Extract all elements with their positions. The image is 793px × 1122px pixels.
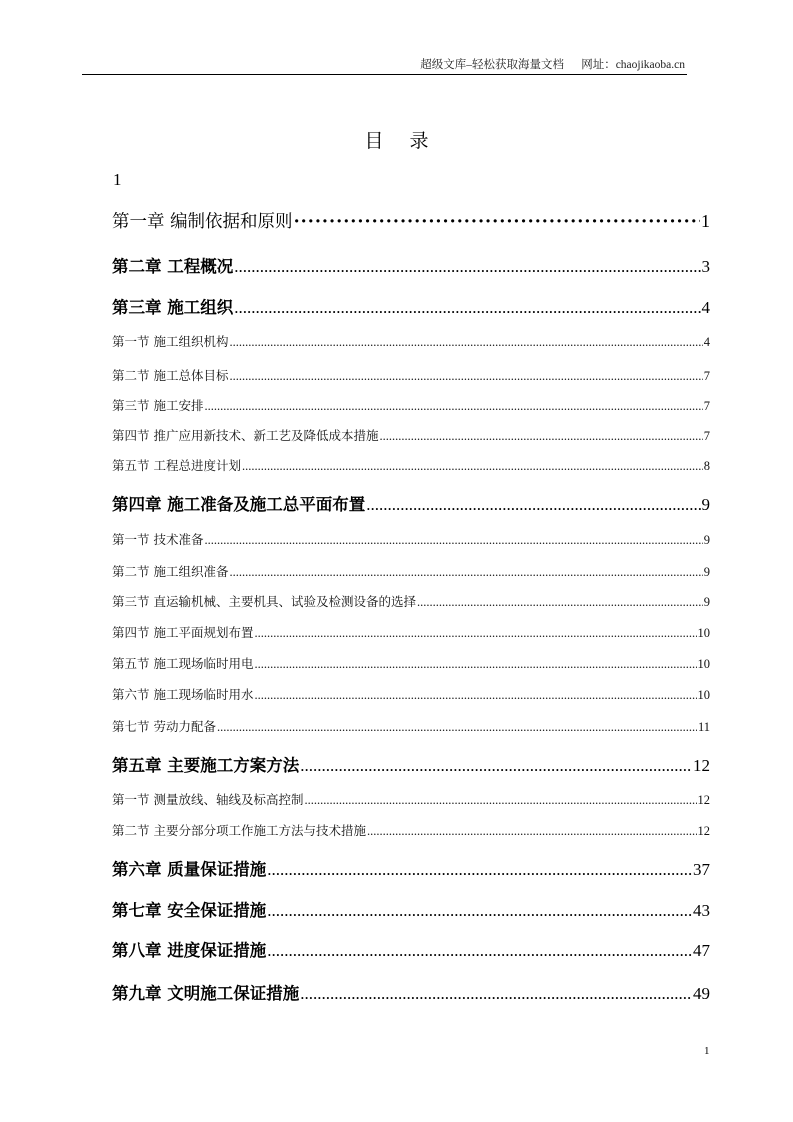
toc-entry-label: 第五节 施工现场临时用电	[112, 656, 254, 671]
leader-dots	[254, 626, 696, 641]
toc-entry-page: 37	[693, 860, 710, 879]
leader-dots	[229, 335, 702, 350]
toc-entry-label: 第二节 施工总体目标	[112, 368, 229, 383]
leader-dots	[267, 901, 692, 921]
toc-entry[interactable]	[112, 562, 710, 580]
toc-entry-page: 7	[703, 369, 710, 383]
toc-entry-label: 第三章 施工组织	[112, 298, 234, 317]
leader-dots	[254, 657, 696, 672]
toc-entry[interactable]	[112, 396, 710, 414]
toc-entry[interactable]	[112, 592, 710, 610]
toc-entry-page: 1	[701, 211, 710, 231]
leader-dots	[204, 399, 702, 414]
toc-entry-label: 第六节 施工现场临时用水	[112, 687, 254, 702]
toc-entry[interactable]	[112, 897, 710, 921]
toc-entry[interactable]	[112, 752, 710, 776]
toc-entry[interactable]	[112, 426, 710, 444]
toc-entry-label: 第一节 施工组织机构	[112, 334, 229, 349]
toc-entry[interactable]	[112, 456, 710, 474]
toc-entry-page: 12	[693, 756, 710, 775]
toc-entry[interactable]	[112, 366, 710, 384]
leader-dots	[300, 984, 692, 1004]
leader-dots	[294, 212, 700, 232]
leader-dots	[229, 565, 702, 580]
toc-entry-page: 3	[701, 257, 710, 276]
toc-entry-page: 9	[701, 495, 710, 514]
toc-entry-page: 7	[703, 399, 710, 413]
toc-entry-page: 47	[693, 941, 710, 960]
leader-dots	[267, 941, 692, 961]
toc-entry-label: 第五节 工程总进度计划	[112, 458, 241, 473]
toc-entry-page: 8	[703, 459, 710, 473]
header-rule	[82, 74, 687, 75]
toc-entry[interactable]	[112, 685, 710, 703]
toc-entry-page: 4	[701, 298, 710, 317]
toc-entry[interactable]	[112, 790, 710, 808]
toc-entry[interactable]	[112, 253, 710, 277]
leader-dots	[242, 459, 703, 474]
toc-entry-page: 49	[693, 984, 710, 1003]
toc-entry-page: 9	[703, 533, 710, 547]
page-header	[420, 56, 685, 72]
toc-entry-label: 第五章 主要施工方案方法	[112, 756, 300, 775]
toc-entry-page: 12	[697, 793, 710, 807]
toc-entry[interactable]	[112, 856, 710, 880]
toc-entry[interactable]	[112, 654, 710, 672]
leader-dots	[217, 720, 697, 735]
leader-dots	[267, 860, 692, 880]
toc-entry-label: 第二节 施工组织准备	[112, 564, 229, 579]
toc-entry-page: 10	[697, 688, 710, 702]
leader-dots	[229, 369, 702, 384]
stray-number: 1	[113, 170, 122, 189]
page-number: 1	[704, 1045, 710, 1057]
leader-dots	[254, 688, 696, 703]
toc-entry[interactable]	[112, 980, 710, 1004]
leader-dots	[234, 298, 700, 318]
header-text: 超级文库–轻松获取海量文档	[420, 59, 564, 71]
toc-entry-page: 11	[697, 720, 710, 734]
toc-entry-label: 第一节 测量放线、轴线及标高控制	[112, 792, 304, 807]
toc-entry-page: 9	[703, 565, 710, 579]
toc-entry-label: 第二章 工程概况	[112, 257, 234, 276]
toc-entry-page: 43	[693, 901, 710, 920]
leader-dots	[234, 257, 700, 277]
toc-entry-label: 第四章 施工准备及施工总平面布置	[112, 495, 366, 514]
toc-entry-label: 第三节 直运输机械、主要机具、试验及检测设备的选择	[112, 594, 416, 609]
leader-dots	[300, 756, 692, 776]
toc-entry-page: 10	[697, 626, 710, 640]
toc-entry-label: 第二节 主要分部分项工作施工方法与技术措施	[112, 823, 366, 838]
toc-title: 目录	[364, 130, 455, 152]
toc-entry[interactable]	[112, 717, 710, 735]
toc-entry-label: 第八章 进度保证措施	[112, 941, 267, 960]
toc-entry-label: 第七节 劳动力配备	[112, 719, 216, 734]
toc-entry-label: 第三节 施工安排	[112, 398, 204, 413]
toc-entry-page: 7	[703, 429, 710, 443]
toc-entry-label: 第四节 施工平面规划布置	[112, 625, 254, 640]
toc-entry-label: 第一章 编制依据和原则	[112, 212, 293, 232]
leader-dots	[367, 824, 697, 839]
toc-entry-page: 10	[697, 657, 710, 671]
toc-entry[interactable]	[112, 530, 710, 548]
toc-entry[interactable]	[112, 821, 710, 839]
toc-entry-page: 12	[697, 824, 710, 838]
header-url: 网址：chaojikaoba.cn	[581, 59, 685, 71]
leader-dots	[304, 793, 696, 808]
toc-entry[interactable]	[112, 332, 710, 350]
toc-entry[interactable]	[112, 208, 710, 233]
toc-entry[interactable]	[112, 491, 710, 515]
toc-entry-label: 第一节 技术准备	[112, 532, 204, 547]
leader-dots	[379, 429, 702, 444]
leader-dots	[204, 533, 702, 548]
toc-entry-label: 第六章 质量保证措施	[112, 860, 267, 879]
toc-entry[interactable]	[112, 937, 710, 961]
toc-entry-label: 第九章 文明施工保证措施	[112, 984, 300, 1003]
leader-dots	[417, 595, 703, 610]
toc-entry-page: 9	[703, 595, 710, 609]
leader-dots	[366, 495, 700, 515]
toc-entry-label: 第四节 推广应用新技术、新工艺及降低成本措施	[112, 428, 379, 443]
toc-entry[interactable]	[112, 294, 710, 318]
toc-entry-page: 4	[703, 335, 710, 349]
toc-entry-label: 第七章 安全保证措施	[112, 901, 267, 920]
toc-entry[interactable]	[112, 623, 710, 641]
